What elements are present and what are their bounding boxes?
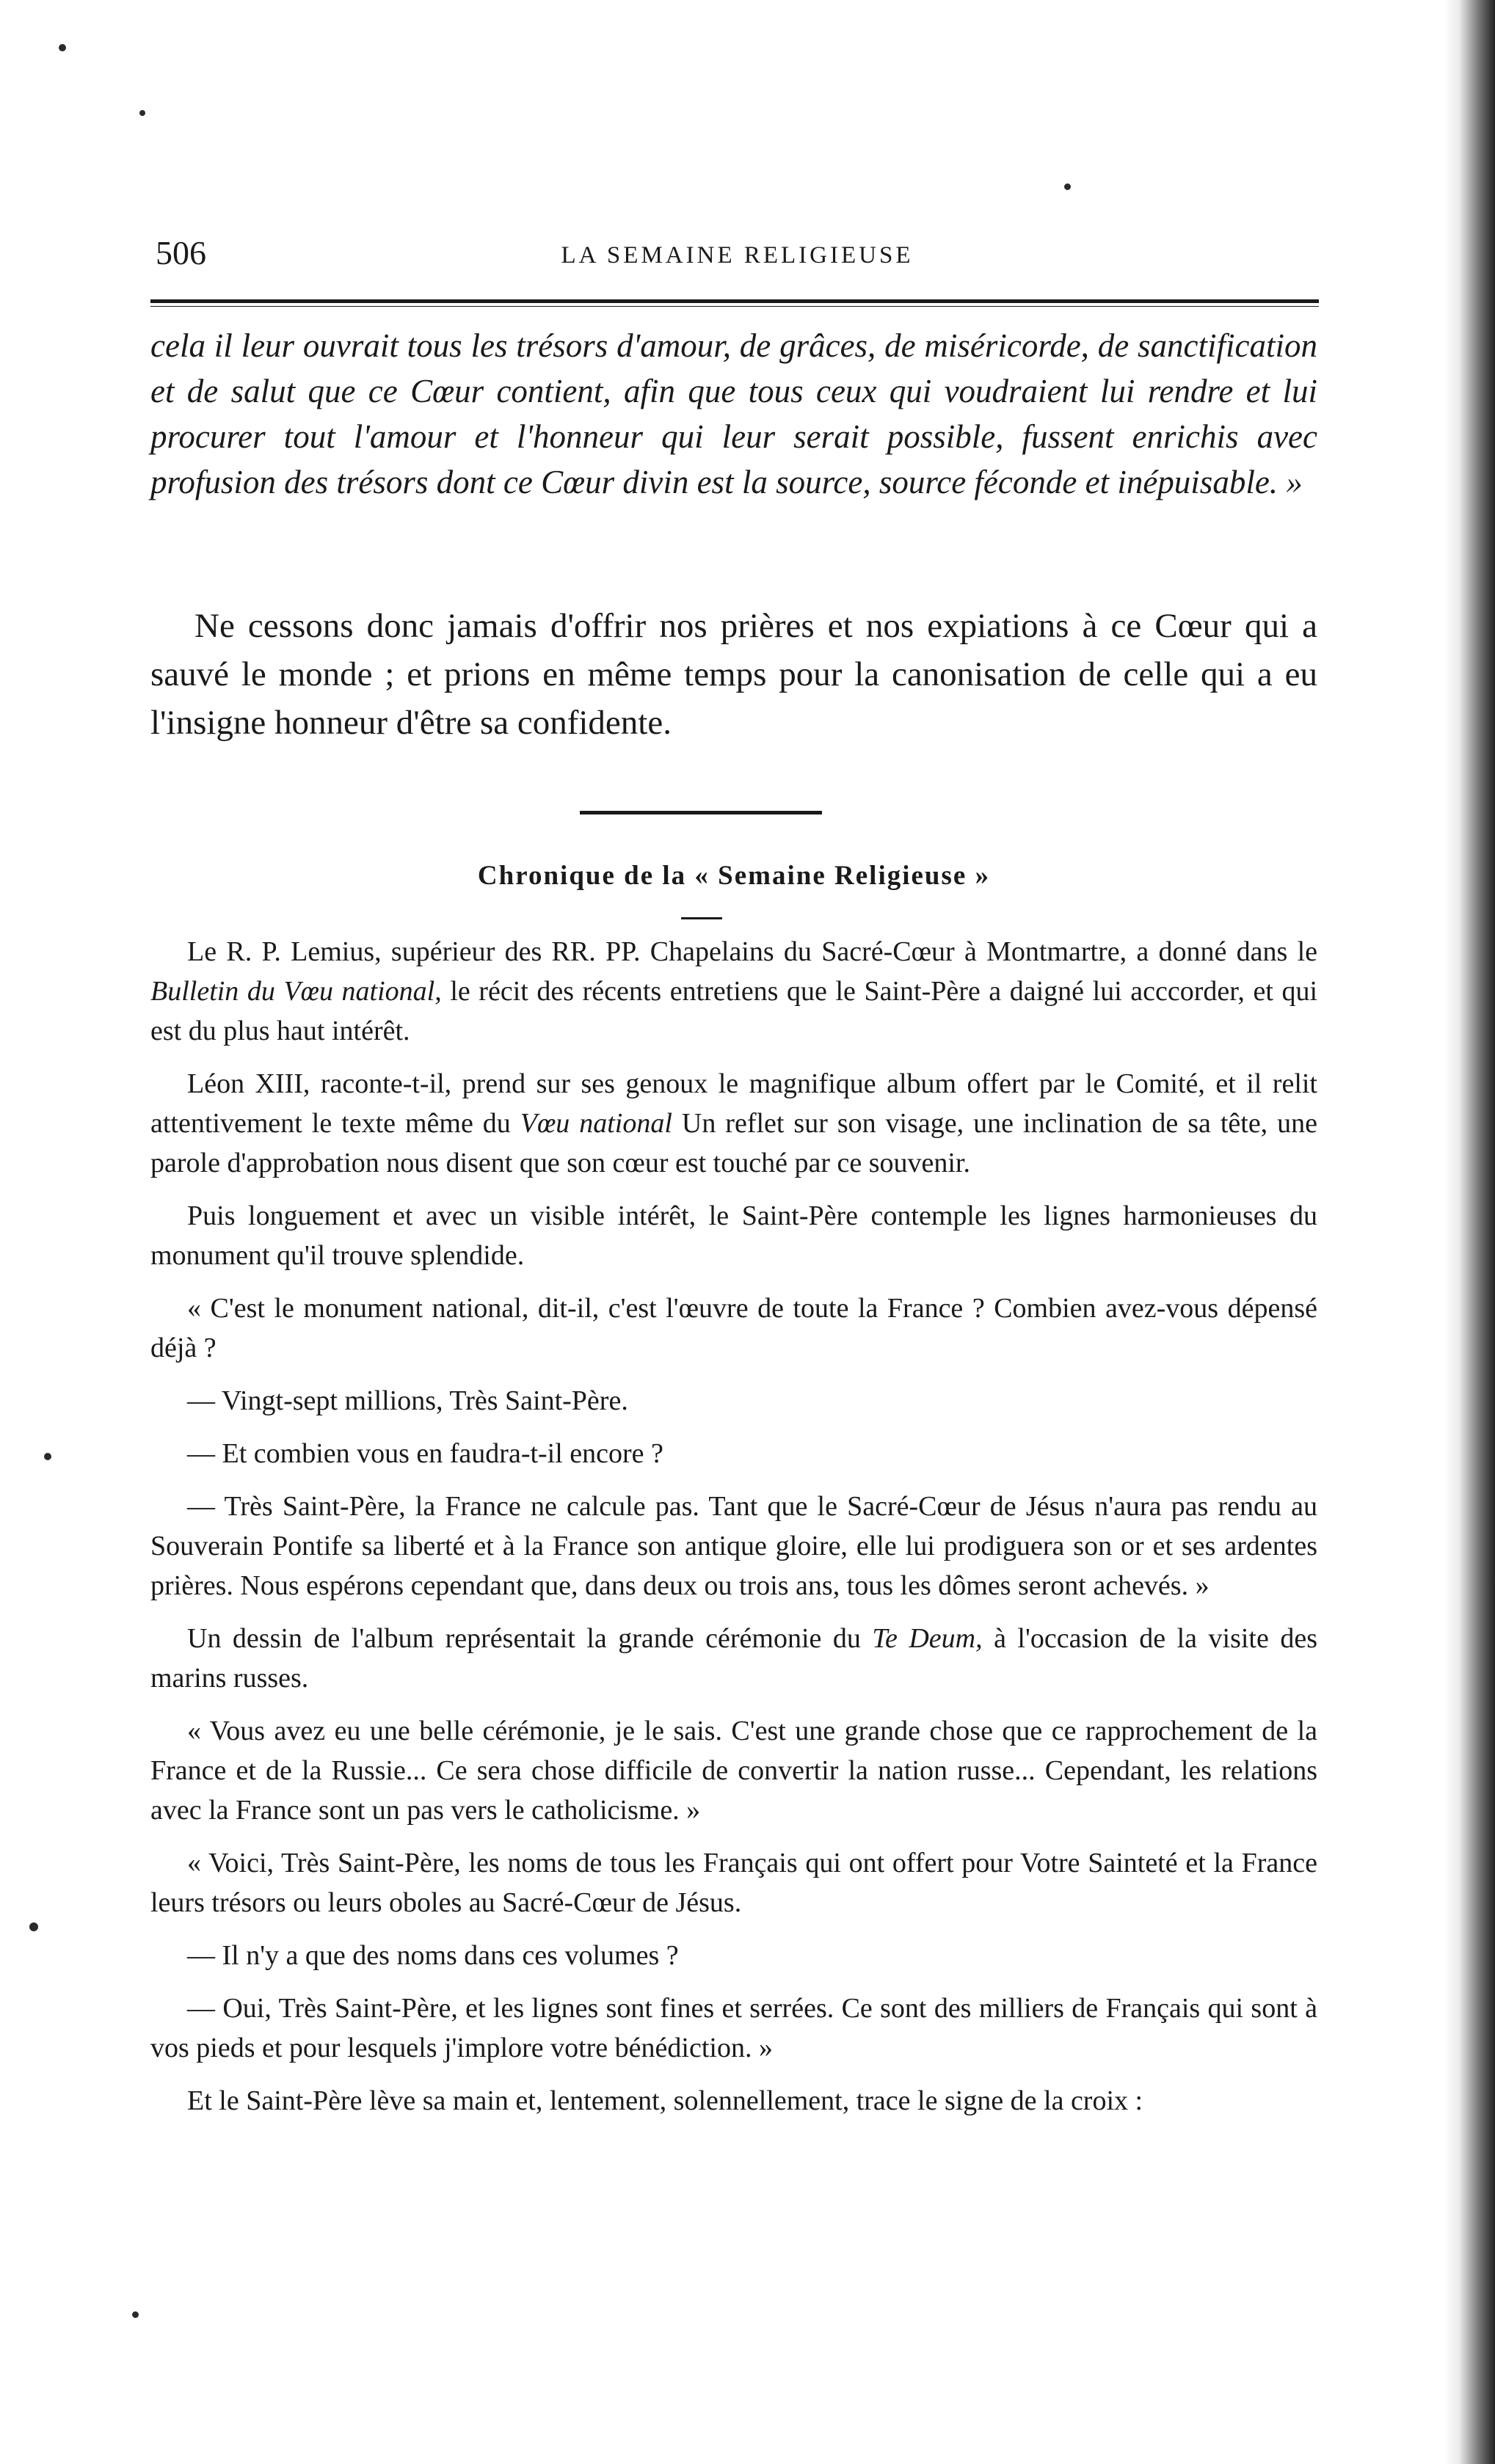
scan-speck <box>132 2311 139 2318</box>
chronicle-paragraph <box>150 932 1317 1051</box>
scan-edge-shadow <box>1444 0 1495 2464</box>
dialogue-line: — Oui, Très Saint-Père, et les lignes sont fines et serrées. Ce sont des milliers de Français qui sont à vos pieds et pour lesquels j'implore votre bénédiction. » <box>150 1993 1317 2063</box>
scan-speck <box>44 1453 51 1460</box>
italic-title: Te Deum, <box>872 1623 983 1654</box>
chronicle-paragraph: Et le Saint-Père lève sa main et, lentement, solennellement, trace le signe de la croix : <box>187 2085 1143 2116</box>
italic-title: Vœu national <box>520 1108 672 1139</box>
italic-title: Bulletin du Vœu national, <box>150 976 442 1007</box>
text-run: le récit des récents entretiens que le Saint-Père a daigné lui acccorder, et qui est du plus haut intérêt. <box>150 976 1318 1046</box>
section-title: Chronique de la « Semaine Religieuse » <box>477 861 991 891</box>
section-divider <box>580 811 822 814</box>
text-run: Un reflet sur son visage, une inclination de sa tête, une parole d'approbation nous disent que son cœur est touché par ce souvenir. <box>150 1108 1318 1178</box>
scan-speck <box>59 44 66 51</box>
dialogue-line: — Il n'y a que des noms dans ces volumes ? <box>187 1940 679 1971</box>
text-run: Léon XIII, raconte-t-il, prend sur ses genoux le magnifique album offert par le Comité, et il relit attentivement le texte même du <box>150 1068 1317 1139</box>
page-header <box>156 233 1319 282</box>
quote-continuation: cela il leur ouvrait tous les trésors d'amour, de grâces, de miséricorde, de sanctification et de salut que ce Cœur contient, afin que tous ceux qui voudraient lui rendre et lui procurer tout l'amour et l'honneur qui leur serait possible, fussent enrichis avec profusion des trésors dont ce Cœur divin est la source, source féconde et inépuisable. » <box>150 327 1317 500</box>
text-run: Un dessin de l'album représentait la grande cérémonie du <box>187 1623 873 1654</box>
chronicle-paragraph <box>150 1619 1317 1698</box>
closing-paragraph: Ne cessons donc jamais d'offrir nos prières et nos expiations à ce Cœur qui a sauvé le monde ; et prions en même temps pour la canonisation de celle qui a eu l'insigne honneur d'être sa confidente. <box>150 607 1317 742</box>
dialogue-line: — Et combien vous en faudra-t-il encore ? <box>187 1438 663 1469</box>
header-rule <box>150 299 1319 303</box>
scan-speck <box>1064 183 1071 190</box>
text-run: Le R. P. Lemius, supérieur des RR. PP. Chapelains du Sacré-Cœur à Montmartre, a donné dans le <box>187 936 1317 967</box>
scan-speck <box>139 110 145 116</box>
scan-speck <box>29 1922 38 1931</box>
text-run: à l'occasion de la visite des marins russes. <box>150 1623 1317 1694</box>
page-number: 506 <box>156 234 206 271</box>
title-dash <box>681 917 722 919</box>
dialogue-line: « C'est le monument national, dit-il, c'est l'œuvre de toute la France ? Combien avez-vous dépensé déjà ? <box>150 1293 1317 1363</box>
dialogue-line: — Très Saint-Père, la France ne calcule pas. Tant que le Sacré-Cœur de Jésus n'aura pas rendu au Souverain Pontife sa liberté et à la France son antique gloire, elle lui prodiguera son or et ses ardentes prières. Nous espérons cependant que, dans deux ou trois ans, tous les dômes seront achevés. » <box>150 1491 1317 1601</box>
dialogue-line: — Vingt-sept millions, Très Saint-Père. <box>187 1385 628 1416</box>
running-title: LA SEMAINE RELIGIEUSE <box>561 242 914 269</box>
chronicle-body <box>150 932 1317 2134</box>
dialogue-line: « Voici, Très Saint-Père, les noms de tous les Français qui ont offert pour Votre Sainteté et la France leurs trésors ou leurs oboles au Sacré-Cœur de Jésus. <box>150 1848 1317 1918</box>
chronicle-paragraph <box>150 1064 1317 1183</box>
chronicle-paragraph: Puis longuement et avec un visible intérêt, le Saint-Père contemple les lignes harmonieuses du monument qu'il trouve splendide. <box>150 1200 1317 1271</box>
dialogue-line: « Vous avez eu une belle cérémonie, je le sais. C'est une grande chose que ce rapprochement de la France et de la Russie... Ce sera chose difficile de convertir la nation russe... Cependant, les relations avec la France sont un pas vers le catholicisme. » <box>150 1716 1317 1826</box>
